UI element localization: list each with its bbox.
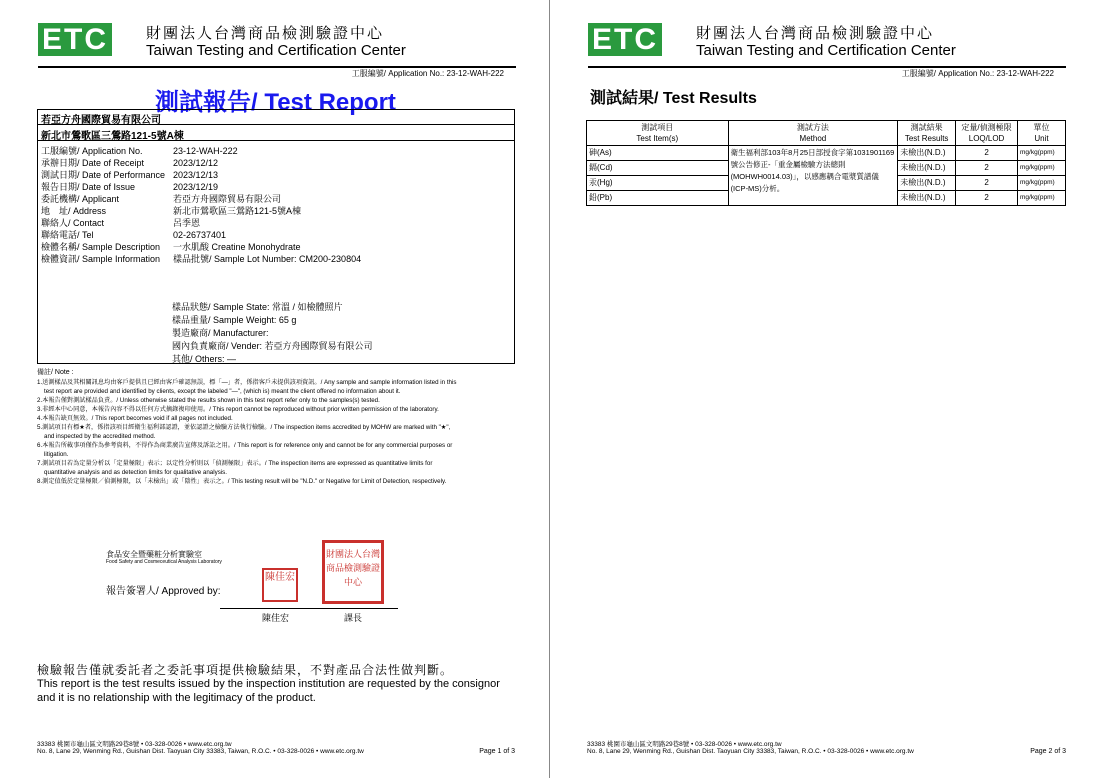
field-label: 承辦日期/ Date of Receipt (41, 158, 145, 168)
org-name-zh: 財團法人台灣商品檢測驗證中心 (696, 24, 935, 42)
report-page-2 (550, 0, 1100, 778)
etc-logo: ETC (588, 23, 662, 56)
unit: mg/kg(ppm) (1018, 176, 1066, 191)
page-number: Page 2 of 3 (1030, 748, 1066, 755)
field-value: 2023/12/19 (173, 182, 219, 192)
signature-line (220, 608, 398, 609)
results-header-row (587, 121, 1066, 146)
footer-address-en: No. 8, Lane 29, Wenming Rd., Guishan Dist. Taoyuan City 33383, Taiwan, R.O.C. • 03-328-0026 • www.etc.org.tw (37, 748, 364, 755)
company-name: 若亞方舟國際貿易有限公司 (38, 110, 514, 125)
field-value: 2023/12/12 (173, 158, 219, 168)
footer-address-en: No. 8, Lane 29, Wenming Rd., Guishan Dist. Taoyuan City 33383, Taiwan, R.O.C. • 03-328-0026 • www.etc.org.tw (587, 748, 914, 755)
notes-list (37, 378, 515, 486)
col-header-result: 測試結果 Test Results (898, 121, 956, 146)
field-label: 測試日期/ Date of Performance (41, 170, 166, 180)
footer-address-zh: 33383 桃園市龜山區文明路29巷8號 • 03-328-0026 • www.etc.org.tw (587, 741, 782, 748)
loq-value: 2 (956, 176, 1018, 191)
approved-by-label: 報告簽署人/ Approved by: (106, 586, 221, 597)
disclaimer-en-line2: and it is no relationship with the legitimacy of the product. (37, 692, 316, 704)
field-label: 檢體名稱/ Sample Description (41, 242, 161, 252)
test-result: 未檢出(N.D.) (898, 146, 956, 161)
page-header (38, 20, 518, 80)
note-item: 2.本報告僅對測試樣品負責。/ Unless otherwise stated the results shown in this test report refer only to the samples(s) tested. (37, 397, 380, 404)
field-label: 地 址/ Address (41, 206, 107, 216)
test-item: 鎘(Cd) (587, 161, 729, 176)
col-header-unit: 單位 Unit (1018, 121, 1066, 146)
official-seal-stamp: 財團法人台灣商品檢測驗證中心 (322, 540, 384, 604)
application-no: 工服編號/ Application No.: 23-12-WAH-222 (901, 69, 1054, 78)
test-result: 未檢出(N.D.) (898, 161, 956, 176)
loq-value: 2 (956, 161, 1018, 176)
signer-name: 陳佳宏 (262, 613, 290, 623)
table-row (587, 146, 1066, 161)
results-table (586, 120, 1066, 206)
test-result: 未檢出(N.D.) (898, 176, 956, 191)
note-item: 5.測試項目有標★者，係指該項目經衛生福利部認證，並依認證之檢驗方法執行檢驗。/ The inspection items accredited by MOHW are marked with "★", (37, 424, 451, 431)
org-name-zh: 財團法人台灣商品檢測驗證中心 (146, 24, 385, 42)
col-header-item: 測試項目 Test Item(s) (587, 121, 729, 146)
company-address: 新北市鶯歌區三鶯路121-5號A棟 (38, 125, 514, 141)
disclaimer-zh: 檢驗報告僅就委託者之委託事項提供檢驗結果，不對產品合法性做判斷。 (37, 663, 454, 677)
col-header-loq: 定量/偵測極限 LOQ/LOD (956, 121, 1018, 146)
test-result: 未檢出(N.D.) (898, 191, 956, 206)
note-item: 7.測試項目若為定量分析以「定量極限」表示；以定性分析則以「偵測極限」表示。/ The inspection items are expressed as quantitative limits for (37, 460, 433, 467)
note-item: 4.本報告缺頁無效。/ This report becomes void if all pages not included. (37, 415, 233, 422)
field-value: 2023/12/13 (173, 170, 219, 180)
report-title: 測試報告/ Test Report (155, 89, 396, 116)
notes-section (37, 368, 515, 486)
test-item: 鉛(Pb) (587, 191, 729, 206)
field-value: 樣品批號/ Sample Lot Number: CM200-230804 (173, 254, 362, 264)
sample-extra-line: 樣品重量/ Sample Weight: 65 g (172, 315, 297, 325)
field-label: 工服編號/ Application No. (41, 146, 143, 156)
field-value: 若亞方舟國際貿易有限公司 (173, 194, 282, 204)
col-header-method: 測試方法 Method (728, 121, 898, 146)
field-value: 23-12-WAH-222 (173, 146, 238, 156)
signer-title: 課長 (344, 613, 363, 623)
page-header (588, 20, 1068, 80)
sample-extra-line: 其他/ Others: — (172, 354, 237, 364)
test-method: 衛生福利部103年8月25日部授食字第1031901169號公告修正-「重金屬檢驗方法總則(MOHWH0014.03)」，以感應耦合電漿質譜儀(ICP-MS)分析。 (728, 146, 898, 206)
loq-value: 2 (956, 146, 1018, 161)
sample-extra-line: 樣品狀態/ Sample State: 常溫 / 如檢體照片 (172, 302, 343, 312)
field-value: 新北市鶯歌區三鶯路121-5號A棟 (173, 206, 302, 216)
note-continuation: litigation. (44, 451, 69, 458)
field-label: 報告日期/ Date of Issue (41, 182, 136, 192)
loq-value: 2 (956, 191, 1018, 206)
test-item: 砷(As) (587, 146, 729, 161)
report-info-box (37, 109, 515, 364)
etc-logo: ETC (38, 23, 112, 56)
footer-address-zh: 33383 桃園市龜山區文明路29巷8號 • 03-328-0026 • www.etc.org.tw (37, 741, 232, 748)
note-item: 1.送測樣品及其相關訊息均由客戶提供且已經由客戶確認無誤，標「—」者，係指客戶未提供該項資訊。/ Any sample and sample information listed in this (37, 379, 457, 386)
note-item: 3.非經本中心同意，本報告內容不得以任何方式摘錄複印使用。/ This report cannot be reproduced without prior written permission of the laboratory. (37, 406, 439, 413)
unit: mg/kg(ppm) (1018, 191, 1066, 206)
note-item: 6.本報告所載事項僅作為參考資料，不得作為商業廣告宣傳及訴訟之用。/ This report is for reference only and cannot be for any commercial purposes or (37, 442, 453, 449)
note-continuation: and inspected by the accredited method. (44, 433, 156, 440)
field-value: 呂季恩 (173, 218, 201, 228)
page-number: Page 1 of 3 (479, 748, 515, 755)
lab-name-zh: 食品安全暨藥粧分析實驗室 (106, 550, 202, 559)
unit: mg/kg(ppm) (1018, 161, 1066, 176)
notes-heading: 備註/ Note : (37, 369, 74, 376)
sample-extra-line: 國內負責廠商/ Vender: 若亞方舟國際貿易有限公司 (172, 341, 373, 351)
application-no: 工服編號/ Application No.: 23-12-WAH-222 (351, 69, 504, 78)
org-name-en: Taiwan Testing and Certification Center (696, 42, 956, 59)
field-label: 聯絡電話/ Tel (41, 230, 94, 240)
unit: mg/kg(ppm) (1018, 146, 1066, 161)
note-continuation: test report are provided and identified by clients, except the labeled "—", (which is) meant the client offered no information about it. (44, 388, 401, 395)
results-title: 測試結果/ Test Results (590, 90, 757, 107)
personal-seal-stamp: 陳佳宏 (262, 568, 298, 602)
sample-extra-line: 製造廠商/ Manufacturer: (172, 328, 269, 338)
lab-name-en: Food Safety and Cosmeceutical Analysis Laboratory (106, 559, 222, 565)
disclaimer-en-line1: This report is the test results issued by the inspection institution are requested by the consignor (37, 678, 500, 690)
test-item: 汞(Hg) (587, 176, 729, 191)
info-field-row (41, 252, 361, 265)
note-continuation: quantitative analysis and as detection limits for qualitative analysis. (44, 469, 227, 476)
field-label: 檢體資訊/ Sample Information (41, 254, 161, 264)
note-item: 8.測定值低於定量極限／偵測極限，以「未檢出」或「陰性」表示之。/ This testing result will be "N.D." or Negative for Limit of Detection, respectively. (37, 478, 447, 485)
org-name-en: Taiwan Testing and Certification Center (146, 42, 406, 59)
field-label: 聯絡人/ Contact (41, 218, 105, 228)
field-value: 02-26737401 (173, 230, 227, 240)
field-value: 一水肌酸 Creatine Monohydrate (173, 242, 301, 252)
field-label: 委託機構/ Applicant (41, 194, 120, 204)
